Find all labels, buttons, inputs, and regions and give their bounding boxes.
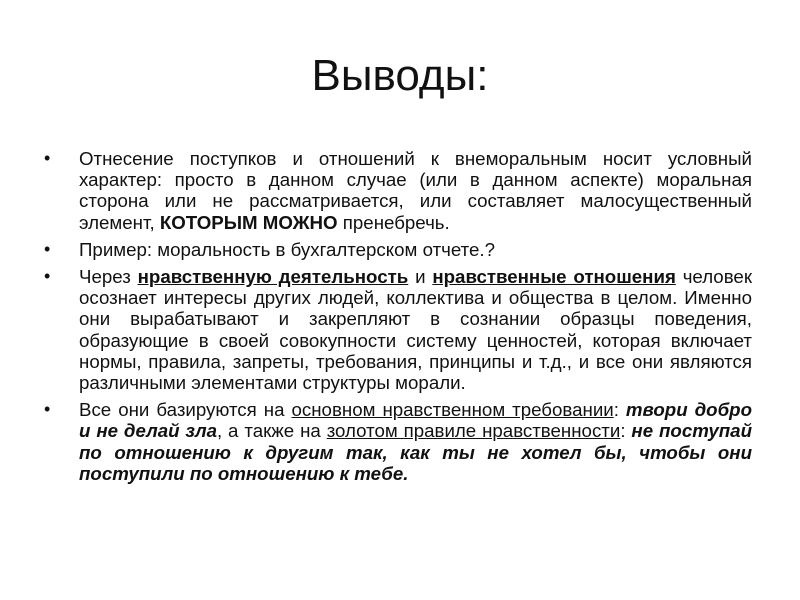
bullet-4-text-mid: , а также на — [216, 420, 327, 442]
bullet-1-text-end: пренебречь. — [337, 211, 450, 233]
bullet-1-emphasis: КОТОРЫМ МОЖНО — [159, 211, 338, 233]
bullet-icon: • — [44, 148, 51, 168]
bullet-2-text: Пример: моральность в бухгалтерском отчете.? — [79, 238, 495, 260]
bullet-1-text: Отнесение поступков и отношений к внеморальным носит условный характер: просто в данном случае (или в данном аспекте) моральная сторона или не рассматривается, или составляет малосущественный элемент, — [79, 148, 752, 233]
bullet-3-term-activity: нравственную деятельность — [137, 266, 409, 288]
bullet-icon: • — [44, 266, 51, 287]
bullet-3-text: Через — [79, 266, 138, 288]
bullet-icon: • — [44, 238, 51, 259]
bullet-item-2 — [44, 239, 752, 260]
bullet-4-colon-1: : — [613, 399, 626, 421]
bullet-item-4 — [44, 399, 752, 484]
bullet-3-term-relations: нравственные отношения — [432, 266, 676, 288]
bullet-item-3 — [44, 266, 752, 393]
bullet-4-colon-2: : — [620, 420, 632, 442]
bullet-3-text-end: человек осознает интересы других людей, коллектива и общества в целом. Именно они вырабатывают и закрепляют в сознании образцы поведения, образующие в своей совокупности систему ценностей, которая включает нормы, правила, запреты, требования, принципы и т.д., и все они являются различными элементами структуры морали. — [79, 266, 752, 394]
bullet-list — [44, 148, 752, 490]
bullet-4-term-requirement: основном нравственном требовании — [291, 399, 614, 421]
slide-title: Выводы: — [311, 51, 489, 100]
bullet-4-text: Все они базируются на — [79, 399, 292, 421]
bullet-item-1 — [44, 148, 752, 233]
bullet-icon: • — [44, 399, 51, 420]
bullet-3-conjunction: и — [408, 266, 433, 288]
bullet-4-maxim-good: твори добро и не делай зла — [79, 399, 752, 442]
bullet-4-term-golden-rule: золотом правиле нравственности — [326, 420, 621, 442]
bullet-4-maxim-golden-rule: не поступай по отношению к другим так, как ты не хотел бы, чтобы они поступили по отношению к тебе. — [79, 420, 752, 484]
